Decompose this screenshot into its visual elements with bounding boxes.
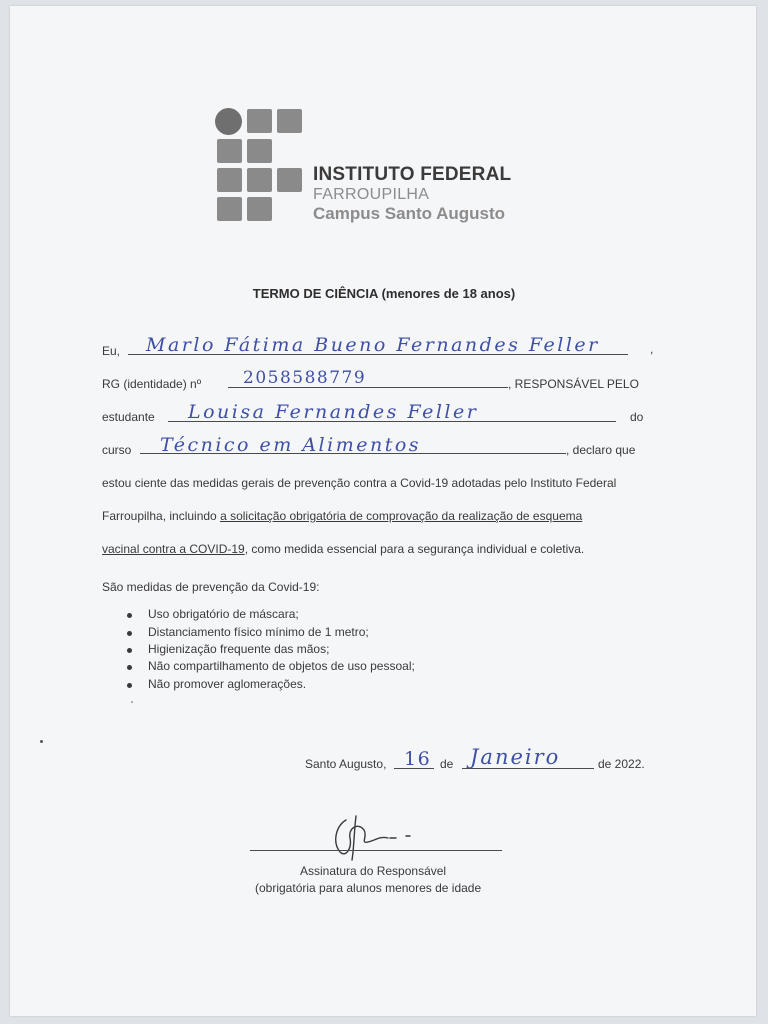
eu-label: Eu, (102, 344, 121, 358)
rg-line-end: , RESPONSÁVEL PELO (508, 377, 639, 391)
logo-square (247, 168, 272, 192)
rg-label: RG (identidade) nº (102, 377, 202, 391)
paragraph-line-3 (102, 542, 584, 556)
rg-number-handwritten: 2058588779 (243, 368, 367, 388)
document-title: TERMO DE CIÊNCIA (menores de 18 anos) (252, 286, 516, 301)
logo-square (217, 168, 242, 192)
logo-title: INSTITUTO FEDERAL (313, 164, 512, 185)
vaccination-requirement-text-end: vacinal contra a COVID-19 (102, 542, 245, 556)
estudante-line-end: do (630, 410, 644, 424)
responsible-name-handwritten: Marlo Fátima Bueno Fernandes Feller (146, 334, 600, 356)
scan-speck (40, 740, 43, 743)
paragraph-line-2-start: Farroupilha, incluindo (102, 509, 217, 523)
paragraph-line-3-rest: , como medida essencial para a segurança individual e coletiva. (244, 542, 585, 556)
bullet-icon (127, 648, 132, 653)
vaccination-requirement-text: a solicitação obrigatória de comprovação da realização de esquema (220, 509, 583, 523)
logo-subtitle: FARROUPILHA (313, 186, 430, 203)
estudante-label: estudante (102, 410, 155, 424)
bullet-icon (127, 683, 132, 688)
paragraph-line-2 (102, 509, 582, 523)
signature-line (250, 850, 502, 851)
signature-caption: Assinatura do Responsável (300, 864, 447, 878)
scan-speck (131, 701, 133, 703)
logo-campus: Campus Santo Augusto (313, 204, 506, 223)
bullet-icon (127, 631, 132, 636)
date-place: Santo Augusto, (305, 757, 387, 771)
bullet-icon (127, 613, 132, 618)
month-handwritten: Janeiro (470, 745, 561, 769)
date-de: de (440, 757, 454, 771)
bullet-icon (127, 665, 132, 670)
logo-square (277, 109, 302, 133)
logo-square (277, 168, 302, 192)
course-name-handwritten: Técnico em Alimentos (160, 434, 422, 456)
day-handwritten: 16 (404, 748, 432, 770)
eu-line-end: , (650, 342, 654, 356)
student-name-handwritten: Louisa Fernandes Feller (188, 401, 479, 423)
signature-note: (obrigatória para alunos menores de idade (255, 881, 482, 895)
curso-line-end: , declaro que (566, 443, 636, 457)
paragraph-line-1: estou ciente das medidas gerais de prevenção contra a Covid-19 adotadas pelo Instituto Federal (102, 476, 617, 490)
signature-scribble (318, 812, 428, 864)
logo-circle (215, 108, 242, 135)
logo-square (247, 139, 272, 163)
date-year: de 2022. (598, 757, 645, 771)
logo-square (217, 139, 242, 163)
logo-square (217, 197, 242, 221)
logo-square (247, 109, 272, 133)
curso-label: curso (102, 443, 132, 457)
measures-heading: São medidas de prevenção da Covid-19: (102, 580, 320, 594)
logo-square (247, 197, 272, 221)
